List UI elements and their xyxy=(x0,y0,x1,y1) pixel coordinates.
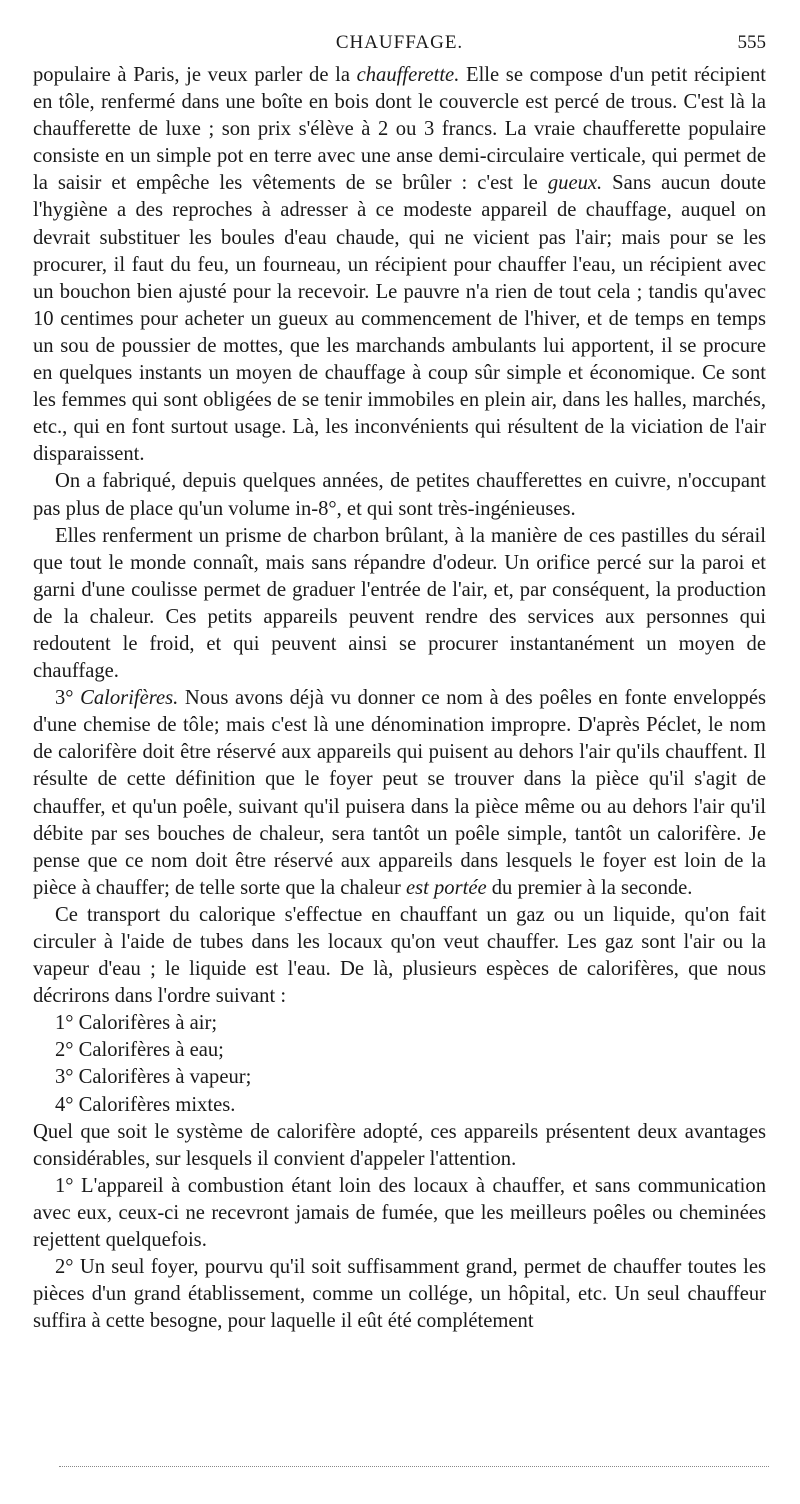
paragraph-calorifères xyxy=(33,685,766,902)
italic-phrase-est-portee: est portée xyxy=(405,876,487,899)
paragraph-advantage-two: 2° Un seul foyer, pourvu qu'il soit suffisamment grand, permet de chauffer toutes les pièces d'un grand établissement, comme un collége, un hôpital, etc. Un seul chauffeur suffira à cette besogne, pour laquelle il eût été complétement xyxy=(33,1256,766,1333)
text-run: Sans aucun doute l'hygiène a des reproches à adresser à ce modeste appareil de chauffage, auquel on devrait substituer les boules d'eau chaude, qui ne vicient pas l'air; mais pour se les procurer, il faut du feu, un fourneau, un récipient pour chauffer l'eau, un récipient avec un bouchon bien ajusté pour la recevoir. Le pauvre n'a rien de tout cela ; tandis qu'avec 10 centimes pour acheter un gueux au commencement de l'hiver, et de temps en temps un sou de poussier de mottes, que les marchands ambulants lui apportent, il se procure en quelques instants un moyen de chauffage à coup sûr simple et économique. Ce sont les femmes qui sont obligées de se tenir immobiles en plein air, dans les halles, marchés, etc., qui en font surtout usage. Là, les inconvénients qui résultent de la viciation de l'air disparaissent. xyxy=(33,172,767,466)
section-heading-calorifères: Calorifères. xyxy=(80,687,179,710)
text-run: Elle se compose d'un petit récipient en tôle, renfermé dans une boîte en bois dont le couvercle est percé de trous. C'est là la chaufferette de luxe ; son prix s'élève à 2 ou 3 francs. La vraie chaufferette populaire consiste en un simple pot en terre avec une anse demi-circulaire verticale, qui permet de la saisir et empêche les vêtements de se brûler : c'est le xyxy=(33,64,766,195)
paragraph-copper-chaufferettes: On a fabriqué, depuis quelques années, de petites chaufferettes en cuivre, n'occupant pas plus de place qu'un volume in-8°, et qui sont très-ingénieuses. xyxy=(33,470,766,520)
paragraph-advantages: Quel que soit le système de calorifère adopté, ces appareils présentent deux avantages considérables, sur lesquels il convient d'appeler l'attention. xyxy=(33,1120,766,1170)
text-run: populaire à Paris, je veux parler de la xyxy=(33,64,357,86)
text-body xyxy=(33,62,766,1335)
paragraph-advantage-one: 1° L'appareil à combustion étant loin des locaux à chauffer, et sans communication avec eux, ceux-ci ne recevront jamais de fumée, que les meilleurs poêles ou cheminées rejettent quelquefois. xyxy=(33,1174,766,1252)
list-item: 4° Calorifères mixtes. xyxy=(55,1093,236,1116)
section-number: 3° xyxy=(55,687,81,710)
bottom-rule xyxy=(59,1466,769,1467)
italic-term-chaufferette: chaufferette. xyxy=(356,64,460,86)
running-title: CHAUFFAGE. xyxy=(335,32,464,53)
page-number: 555 xyxy=(737,32,766,53)
book-page xyxy=(33,0,766,1504)
italic-term-gueux: gueux. xyxy=(547,172,603,195)
text-run: du premier à la seconde. xyxy=(486,876,693,899)
list-item: 1° Calorifères à air; xyxy=(55,1012,218,1035)
text-run: Nous avons déjà vu donner ce nom à des poêles en fonte enveloppés d'une chemise de tôle; mais c'est là une dénomination impropre. D'après Péclet, le nom de calorifère doit être réservé aux appareils qui puisent au dehors l'air qu'ils chauffent. Il résulte de cette définition que le foyer peut se trouver dans la pièce qu'il s'agit de chauffer, et qu'un poêle, suivant qu'il puisera dans la pièce même ou au dehors l'air qu'il débite par ses bouches de chaleur, sera tantôt un poêle simple, tantôt un calorifère. Je pense que ce nom doit être réservé aux appareils dans lesquels le foyer est loin de la pièce à chauffer; de telle sorte que la chaleur xyxy=(33,687,766,899)
paragraph-chaufferette xyxy=(33,62,766,468)
running-head xyxy=(33,32,766,58)
list-item: 2° Calorifères à eau; xyxy=(55,1039,224,1062)
list-item: 3° Calorifères à vapeur; xyxy=(55,1066,252,1089)
paragraph-heat-transport: Ce transport du calorique s'effectue en chauffant un gaz ou un liquide, qu'on fait circuler à l'aide de tubes dans les locaux qu'on veut chauffer. Les gaz sont l'air ou la vapeur d'eau ; le liquide est l'eau. De là, plusieurs espèces de calorifères, que nous décrirons dans l'ordre suivant : xyxy=(33,903,766,1008)
paragraph-charcoal-prism: Elles renferment un prisme de charbon brûlant, à la manière de ces pastilles du sérail que tout le monde connaît, mais sans répandre d'odeur. Un orifice percé sur la paroi et garni d'une coulisse permet de graduer l'entrée de l'air, et, par conséquent, la production de la chaleur. Ces petits appareils peuvent rendre des services aux personnes qui redoutent le froid, et qui peuvent ainsi se procurer instantanément un moyen de chauffage. xyxy=(33,524,766,683)
